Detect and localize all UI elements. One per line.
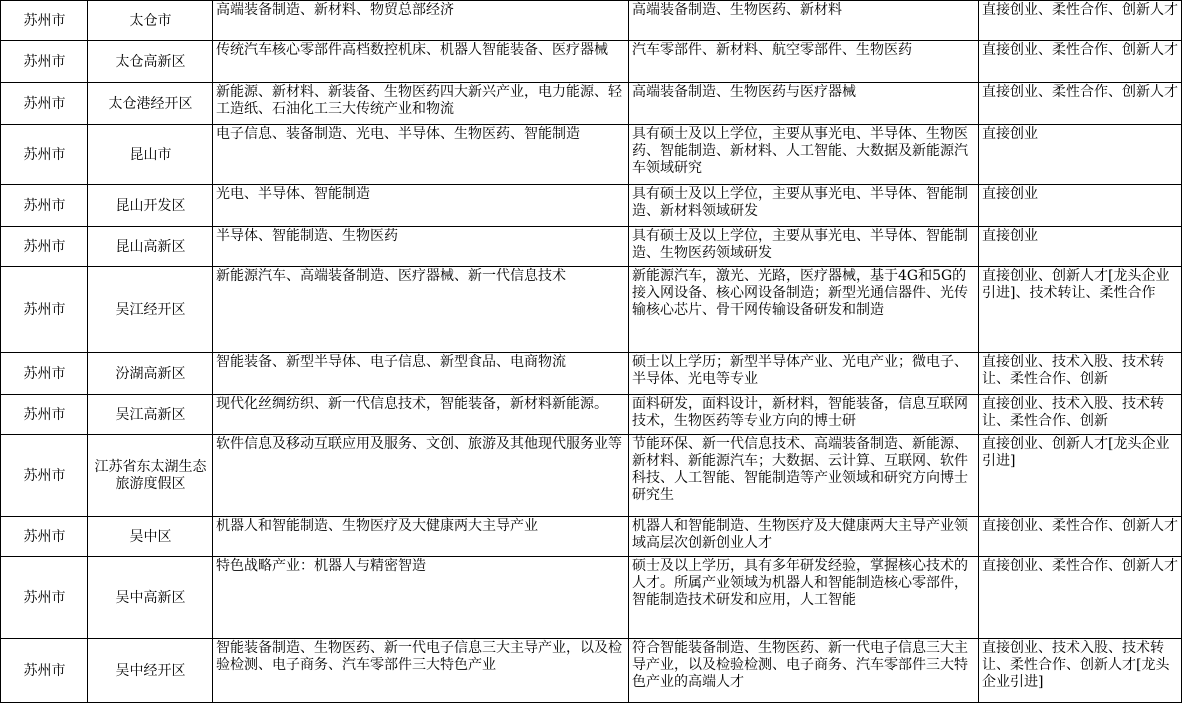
city-cell: 苏州市 <box>1 557 88 639</box>
cooperation-mode-cell: 直接创业、技术入股、技术转让、柔性合作、创新 <box>979 353 1182 395</box>
talent-cell: 高端装备制造、生物医药与医疗器械 <box>629 83 979 125</box>
cooperation-mode-cell: 直接创业、柔性合作、创新人才 <box>979 41 1182 83</box>
cooperation-mode-cell: 直接创业 <box>979 185 1182 227</box>
city-cell: 苏州市 <box>1 353 88 395</box>
cooperation-mode-cell: 直接创业 <box>979 125 1182 185</box>
table-row <box>1 517 1182 557</box>
cooperation-mode-cell: 直接创业、柔性合作、创新人才 <box>979 517 1182 557</box>
talent-cell: 新能源汽车，激光、光路，医疗器械，基于4G和5G的接入网设备、核心网设备制造；新型光通信器件、光传输核心芯片、骨干网传输设备研发和制造 <box>629 267 979 353</box>
city-cell: 苏州市 <box>1 227 88 267</box>
table-row <box>1 227 1182 267</box>
industry-cell: 特色战略产业：机器人与精密智造 <box>213 557 629 639</box>
industry-cell: 智能装备制造、生物医药、新一代电子信息三大主导产业，以及检验检测、电子商务、汽车零部件三大特色产业 <box>213 639 629 703</box>
talent-cell: 机器人和智能制造、生物医疗及大健康两大主导产业领域高层次创新创业人才 <box>629 517 979 557</box>
area-cell: 吴中区 <box>88 517 213 557</box>
talent-cell: 高端装备制造、生物医药、新材料 <box>629 1 979 41</box>
industry-cell: 新能源汽车、高端装备制造、医疗器械、新一代信息技术 <box>213 267 629 353</box>
industry-cell: 软件信息及移动互联应用及服务、文创、旅游及其他现代服务业等 <box>213 435 629 517</box>
cooperation-mode-cell: 直接创业、创新人才[龙头企业引进] <box>979 435 1182 517</box>
cooperation-mode-cell: 直接创业 <box>979 227 1182 267</box>
table-row <box>1 267 1182 353</box>
city-cell: 苏州市 <box>1 1 88 41</box>
area-cell: 太仓高新区 <box>88 41 213 83</box>
area-cell: 太仓市 <box>88 1 213 41</box>
table-row <box>1 395 1182 435</box>
talent-cell: 面料研发，面料设计，新材料，智能装备，信息互联网技术，生物医药等专业方向的博士研 <box>629 395 979 435</box>
city-cell: 苏州市 <box>1 639 88 703</box>
area-cell: 太仓港经开区 <box>88 83 213 125</box>
talent-cell: 节能环保、新一代信息技术、高端装备制造、新能源、新材料、新能源汽车；大数据、云计算、互联网、软件科技、人工智能、智能制造等产业领域和研究方向博士研究生 <box>629 435 979 517</box>
talent-cell: 具有硕士及以上学位，主要从事光电、半导体、智能制造、新材料领域研发 <box>629 185 979 227</box>
table-row <box>1 41 1182 83</box>
talent-cell: 符合智能装备制造、生物医药、新一代电子信息三大主导产业，以及检验检测、电子商务、汽车零部件三大特色产业的高端人才 <box>629 639 979 703</box>
talent-cell: 硕士以上学历；新型半导体产业、光电产业；微电子、半导体、光电等专业 <box>629 353 979 395</box>
area-cell: 昆山开发区 <box>88 185 213 227</box>
table-row <box>1 435 1182 517</box>
area-cell: 吴江高新区 <box>88 395 213 435</box>
area-cell: 昆山高新区 <box>88 227 213 267</box>
area-cell: 吴中高新区 <box>88 557 213 639</box>
industry-cell: 新能源、新材料、新装备、生物医药四大新兴产业，电力能源、轻工造纸、石油化工三大传统产业和物流 <box>213 83 629 125</box>
area-cell: 汾湖高新区 <box>88 353 213 395</box>
city-cell: 苏州市 <box>1 125 88 185</box>
area-cell: 吴江经开区 <box>88 267 213 353</box>
industry-cell: 现代化丝绸纺织、新一代信息技术，智能装备，新材料新能源。 <box>213 395 629 435</box>
cooperation-mode-cell: 直接创业、技术入股、技术转让、柔性合作、创新人才[龙头企业引进] <box>979 639 1182 703</box>
table-row <box>1 83 1182 125</box>
industry-cell: 半导体、智能制造、生物医药 <box>213 227 629 267</box>
table-row <box>1 557 1182 639</box>
cooperation-mode-cell: 直接创业、技术入股、技术转让、柔性合作、创新 <box>979 395 1182 435</box>
table-row <box>1 353 1182 395</box>
industry-cell: 机器人和智能制造、生物医疗及大健康两大主导产业 <box>213 517 629 557</box>
cooperation-mode-cell: 直接创业、柔性合作、创新人才 <box>979 557 1182 639</box>
table-row <box>1 1 1182 41</box>
talent-cell: 汽车零部件、新材料、航空零部件、生物医药 <box>629 41 979 83</box>
industry-cell: 电子信息、装备制造、光电、半导体、生物医药、智能制造 <box>213 125 629 185</box>
industry-cell: 高端装备制造、新材料、物贸总部经济 <box>213 1 629 41</box>
area-cell: 昆山市 <box>88 125 213 185</box>
table-row <box>1 125 1182 185</box>
city-cell: 苏州市 <box>1 395 88 435</box>
industry-cell: 光电、半导体、智能制造 <box>213 185 629 227</box>
table-row <box>1 185 1182 227</box>
city-cell: 苏州市 <box>1 41 88 83</box>
cooperation-mode-cell: 直接创业、柔性合作、创新人才 <box>979 1 1182 41</box>
cooperation-mode-cell: 直接创业、创新人才[龙头企业引进]、技术转让、柔性合作 <box>979 267 1182 353</box>
city-cell: 苏州市 <box>1 83 88 125</box>
industry-cell: 传统汽车核心零部件高档数控机床、机器人智能装备、医疗器械 <box>213 41 629 83</box>
area-cell: 吴中经开区 <box>88 639 213 703</box>
city-cell: 苏州市 <box>1 517 88 557</box>
industry-cell: 智能装备、新型半导体、电子信息、新型食品、电商物流 <box>213 353 629 395</box>
talent-cell: 具有硕士及以上学位，主要从事光电、半导体、生物医药、智能制造、新材料、人工智能、大数据及新能源汽车领域研究 <box>629 125 979 185</box>
area-cell: 江苏省东太湖生态旅游度假区 <box>88 435 213 517</box>
city-cell: 苏州市 <box>1 435 88 517</box>
city-cell: 苏州市 <box>1 185 88 227</box>
cooperation-mode-cell: 直接创业、柔性合作、创新人才 <box>979 83 1182 125</box>
city-cell: 苏州市 <box>1 267 88 353</box>
talent-cell: 具有硕士及以上学位，主要从事光电、半导体、智能制造、生物医药领域研发 <box>629 227 979 267</box>
table-row <box>1 639 1182 703</box>
talent-cell: 硕士及以上学历，具有多年研发经验，掌握核心技术的人才。所属产业领域为机器人和智能制造核心零部件，智能制造技术研发和应用，人工智能 <box>629 557 979 639</box>
